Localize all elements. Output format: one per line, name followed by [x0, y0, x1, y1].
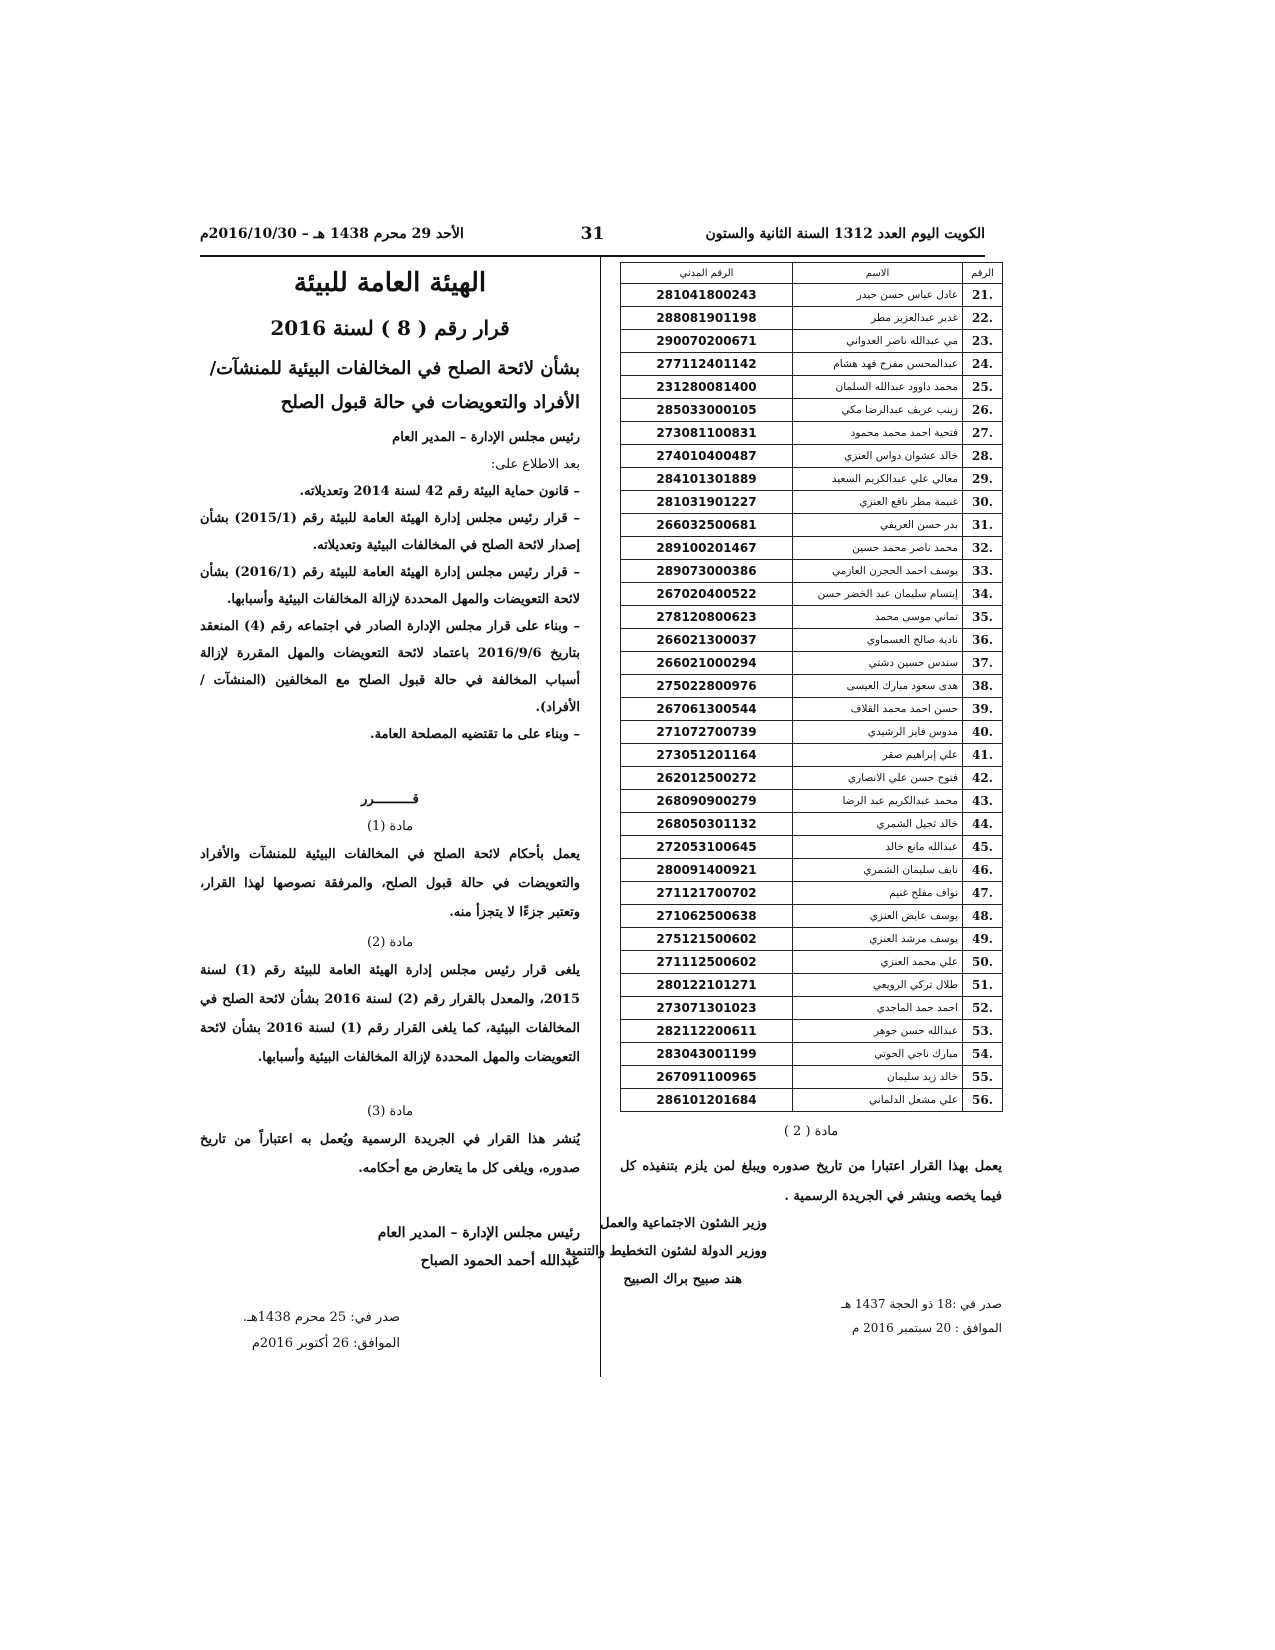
decree-number: قرار رقم ( 8 ) لسنة 2016 [270, 316, 510, 340]
table-row [621, 767, 1003, 790]
page-header [200, 226, 985, 250]
row-number: .33 [963, 560, 1003, 583]
row-number: .54 [963, 1043, 1003, 1066]
row-number: .56 [963, 1089, 1003, 1112]
row-name: تماني موسى محمد [793, 606, 963, 629]
table-row [621, 1020, 1003, 1043]
article-1-title: مادة (1) [366, 819, 414, 834]
table-row [621, 859, 1003, 882]
gazette-issue: الكويت اليوم العدد 1312 السنة الثانية والستون [705, 226, 985, 242]
minister-title-1: وزير الشئون الاجتماعية والعمل [600, 1216, 767, 1231]
table-row [621, 997, 1003, 1020]
row-name: احمد حمد الماجدي [793, 997, 963, 1020]
table-row [621, 698, 1003, 721]
left-issue-dates [200, 1305, 580, 1357]
row-number: .36 [963, 629, 1003, 652]
row-name: نادية صالح العسماوي [793, 629, 963, 652]
table-row [621, 491, 1003, 514]
table-row [621, 330, 1003, 353]
row-civil-id: 272053100645 [621, 836, 793, 859]
right-issue-dates [620, 1292, 1002, 1340]
row-name: مبارك ناجي الحوتي [793, 1043, 963, 1066]
row-number: .41 [963, 744, 1003, 767]
row-number: .31 [963, 514, 1003, 537]
row-name: نايف سليمان الشمري [793, 859, 963, 882]
row-civil-id: 271062500638 [621, 905, 793, 928]
row-civil-id: 278120800623 [621, 606, 793, 629]
row-civil-id: 266032500681 [621, 514, 793, 537]
row-civil-id: 268050301132 [621, 813, 793, 836]
preamble-1: – قانون حماية البيئة رقم 42 لسنة 2014 وتعديلاته. [299, 484, 580, 499]
preamble-4: – وبناء على قرار مجلس الإدارة الصادر في اجتماعه رقم (4) المنعقد بتاريخ 2016/9/6 باعتماد لائحة التعويضات والمهل المقررة لإزالة أسباب المخالفة في حالة قبول الصلح مع المخالفين (المنشآت / الأفراد). [200, 619, 580, 715]
table-row [621, 836, 1003, 859]
row-civil-id: 288081901198 [621, 307, 793, 330]
row-civil-id: 267020400522 [621, 583, 793, 606]
row-number: .47 [963, 882, 1003, 905]
article-1-text: يعمل بأحكام لائحة الصلح في المخالفات البيئية للمنشآت والأفراد والتعويضات في حالة قبول الصلح، والمرفقة نصوصها لهذا القرار، وتعتبر جزءًا لا يتجزأ منه. [200, 847, 580, 920]
row-name: علي محمد العنزي [793, 951, 963, 974]
row-name: يوسف عايض العنزي [793, 905, 963, 928]
row-name: هدى سعود مبارك العيسى [793, 675, 963, 698]
col-num-header: الرقم [963, 263, 1003, 284]
article-3-title: مادة (3) [366, 1104, 414, 1119]
right-date-gregorian: الموافق : 20 سبتمبر 2016 م [851, 1321, 1002, 1335]
table-row [621, 307, 1003, 330]
row-name: خالد زيد سليمان [793, 1066, 963, 1089]
col-civil-header: الرقم المدني [621, 263, 793, 284]
col-name-header: الاسم [793, 263, 963, 284]
row-civil-id: 281041800243 [621, 284, 793, 307]
row-name: يوسف مرشد العنزي [793, 928, 963, 951]
table-row [621, 629, 1003, 652]
names-table-column [620, 262, 1002, 1112]
row-number: .46 [963, 859, 1003, 882]
table-row [621, 744, 1003, 767]
right-article-2-text: يعمل بهذا القرار اعتبارا من تاريخ صدوره ويبلغ لمن يلزم بتنفيذه كل فيما يخصه وينشر في الجريدة الرسمية . [620, 1159, 1002, 1204]
table-row [621, 790, 1003, 813]
row-name: علي إبراهيم صقر [793, 744, 963, 767]
row-civil-id: 281031901227 [621, 491, 793, 514]
row-name: يوسف احمد الحجرن العازمي [793, 560, 963, 583]
row-number: .30 [963, 491, 1003, 514]
row-number: .37 [963, 652, 1003, 675]
minister-signature [565, 1210, 1002, 1294]
row-number: .40 [963, 721, 1003, 744]
row-name: نواف مفلح غنيم [793, 882, 963, 905]
table-row [621, 560, 1003, 583]
table-row [621, 606, 1003, 629]
row-number: .43 [963, 790, 1003, 813]
table-row [621, 445, 1003, 468]
row-number: .48 [963, 905, 1003, 928]
column-divider [600, 257, 601, 1377]
row-number: .34 [963, 583, 1003, 606]
table-row [621, 882, 1003, 905]
row-number: .49 [963, 928, 1003, 951]
row-name: حسن احمد محمد القلاف [793, 698, 963, 721]
table-row [621, 974, 1003, 997]
left-date-gregorian: الموافق: 26 أكتوبر 2016م [251, 1336, 400, 1351]
row-number: .29 [963, 468, 1003, 491]
right-article-2-title: مادة ( 2 ) [783, 1124, 839, 1139]
article-2-text: يلغى قرار رئيس مجلس إدارة الهيئة العامة للبيئة رقم (1) لسنة 2015، والمعدل بالقرار رقم (2) لسنة 2016 بشأن لائحة الصلح في المخالفات البيئية، كما يلغى القرار رقم (1) لسنة 2016 بشأن لائحة التعويضات والمهل المحددة لإزالة المخالفات البيئية وأسبابها. [200, 963, 581, 1065]
row-name: علي مشعل الدلماني [793, 1089, 963, 1112]
decided-heading: قــــــــــرر [361, 792, 419, 807]
row-name: زينب عريف عبدالرضا مكي [793, 399, 963, 422]
decree-subject: بشأن لائحة الصلح في المخالفات البيئية للمنشآت/ الأفراد والتعويضات في حالة قبول الصلح [209, 358, 580, 413]
row-number: .53 [963, 1020, 1003, 1043]
table-row [621, 422, 1003, 445]
row-civil-id: 267061300544 [621, 698, 793, 721]
row-name: طلال تركي الرويعي [793, 974, 963, 997]
row-number: .45 [963, 836, 1003, 859]
row-civil-id: 271112500602 [621, 951, 793, 974]
table-row [621, 468, 1003, 491]
row-civil-id: 266021000294 [621, 652, 793, 675]
row-number: .44 [963, 813, 1003, 836]
row-civil-id: 280091400921 [621, 859, 793, 882]
names-table [620, 262, 1003, 1112]
row-number: .28 [963, 445, 1003, 468]
row-civil-id: 277112401142 [621, 353, 793, 376]
row-name: غدير عبدالعزيز مطر [793, 307, 963, 330]
minister-title-2: ووزير الدولة لشئون التخطيط والتنمية [565, 1244, 767, 1259]
row-name: محمد عبدالكريم عبد الرضا [793, 790, 963, 813]
chairman-name: عبدالله أحمد الحمود الصباح [420, 1253, 580, 1269]
row-civil-id: 289073000386 [621, 560, 793, 583]
row-name: عادل عباس حسن حيدر [793, 284, 963, 307]
issuer-line: رئيس مجلس الإدارة – المدير العام [392, 430, 580, 445]
row-name: مدوس فايز الرشيدي [793, 721, 963, 744]
row-civil-id: 273071301023 [621, 997, 793, 1020]
row-name: محمد ناصر محمد حسين [793, 537, 963, 560]
preamble-2: – قرار رئيس مجلس إدارة الهيئة العامة للبيئة رقم (2015/1) بشأن إصدار لائحة الصلح في المخالفات البيئية وتعديلاته. [200, 511, 580, 553]
chairman-signature [200, 1219, 580, 1275]
row-number: .55 [963, 1066, 1003, 1089]
row-number: .38 [963, 675, 1003, 698]
row-civil-id: 274010400487 [621, 445, 793, 468]
row-civil-id: 231280081400 [621, 376, 793, 399]
authority-title: الهيئة العامة للبيئة [293, 268, 487, 298]
row-civil-id: 271121700702 [621, 882, 793, 905]
row-civil-id: 262012500272 [621, 767, 793, 790]
row-name: عبدالله حسن جوهر [793, 1020, 963, 1043]
table-row [621, 284, 1003, 307]
table-row [621, 1089, 1003, 1112]
table-row [621, 928, 1003, 951]
article-2-title: مادة (2) [366, 935, 414, 950]
row-civil-id: 273051201164 [621, 744, 793, 767]
row-number: .39 [963, 698, 1003, 721]
row-number: .50 [963, 951, 1003, 974]
row-number: .25 [963, 376, 1003, 399]
preamble-5: – وبناء على ما تقتضيه المصلحة العامة. [370, 727, 580, 742]
table-row [621, 537, 1003, 560]
row-civil-id: 275022800976 [621, 675, 793, 698]
row-name: عبدالله مانع خالد [793, 836, 963, 859]
page-number: 31 [580, 224, 605, 244]
table-row [621, 353, 1003, 376]
table-row [621, 721, 1003, 744]
row-number: .21 [963, 284, 1003, 307]
row-name: سندس حسين دشتي [793, 652, 963, 675]
table-header-row [621, 263, 1003, 284]
row-number: .26 [963, 399, 1003, 422]
row-civil-id: 289100201467 [621, 537, 793, 560]
decree-column [200, 262, 580, 1357]
row-name: عبدالمحسن مفرح فهد هشام [793, 353, 963, 376]
right-date-hijri: صدر في :18 ذو الحجة 1437 هـ [841, 1297, 1002, 1311]
row-name: معالي علي عبدالكريم السعيد [793, 468, 963, 491]
row-number: .42 [963, 767, 1003, 790]
table-row [621, 951, 1003, 974]
row-number: .52 [963, 997, 1003, 1020]
left-date-hijri: صدر في: 25 محرم 1438هـ. [242, 1310, 400, 1325]
table-row [621, 1066, 1003, 1089]
table-row [621, 652, 1003, 675]
row-number: .27 [963, 422, 1003, 445]
row-number: .22 [963, 307, 1003, 330]
row-civil-id: 266021300037 [621, 629, 793, 652]
row-name: محمد داوود عبدالله السلمان [793, 376, 963, 399]
row-name: خالد عشوان دواس العنزي [793, 445, 963, 468]
row-name: إبتسام سليمان عبد الخضر حسن [793, 583, 963, 606]
row-civil-id: 268090900279 [621, 790, 793, 813]
issue-date: الأحد 29 محرم 1438 هـ – 2016/10/30م [200, 226, 464, 242]
row-name: فتوح حسن علي الانصاري [793, 767, 963, 790]
chairman-title: رئيس مجلس الإدارة – المدير العام [377, 1225, 580, 1241]
row-civil-id: 280122101271 [621, 974, 793, 997]
row-civil-id: 282112200611 [621, 1020, 793, 1043]
table-row [621, 399, 1003, 422]
article-3-text: يُنشر هذا القرار في الجريدة الرسمية ويُعمل به اعتباراً من تاريخ صدوره، ويلغى كل ما يتعارض مع أحكامه. [200, 1132, 580, 1176]
table-row [621, 514, 1003, 537]
row-civil-id: 286101201684 [621, 1089, 793, 1112]
row-civil-id: 284101301889 [621, 468, 793, 491]
row-name: مي عبدالله ناصر العدواني [793, 330, 963, 353]
row-civil-id: 283043001199 [621, 1043, 793, 1066]
after-review-line: بعد الاطلاع على: [490, 457, 580, 472]
row-number: .35 [963, 606, 1003, 629]
row-civil-id: 285033000105 [621, 399, 793, 422]
row-name: خالد ثجيل الشمري [793, 813, 963, 836]
table-row [621, 583, 1003, 606]
names-table-body [621, 284, 1003, 1112]
row-number: .24 [963, 353, 1003, 376]
minister-name: هند صبيح براك الصبيح [623, 1272, 742, 1287]
table-row [621, 675, 1003, 698]
row-civil-id: 271072700739 [621, 721, 793, 744]
row-civil-id: 267091100965 [621, 1066, 793, 1089]
row-name: غنيمة مطر نافع العنزي [793, 491, 963, 514]
row-number: .32 [963, 537, 1003, 560]
table-row [621, 376, 1003, 399]
table-row [621, 813, 1003, 836]
row-civil-id: 273081100831 [621, 422, 793, 445]
row-number: .51 [963, 974, 1003, 997]
row-name: بدر حسن العريفي [793, 514, 963, 537]
row-civil-id: 290070200671 [621, 330, 793, 353]
preamble-3: – قرار رئيس مجلس إدارة الهيئة العامة للبيئة رقم (2016/1) بشأن لائحة التعويضات والمهل المحددة لإزالة المخالفات البيئية وأسبابها. [200, 565, 580, 607]
row-civil-id: 275121500602 [621, 928, 793, 951]
header-rule [200, 255, 985, 257]
table-row [621, 1043, 1003, 1066]
table-row [621, 905, 1003, 928]
row-name: فتحية احمد محمد محمود [793, 422, 963, 445]
row-number: .23 [963, 330, 1003, 353]
